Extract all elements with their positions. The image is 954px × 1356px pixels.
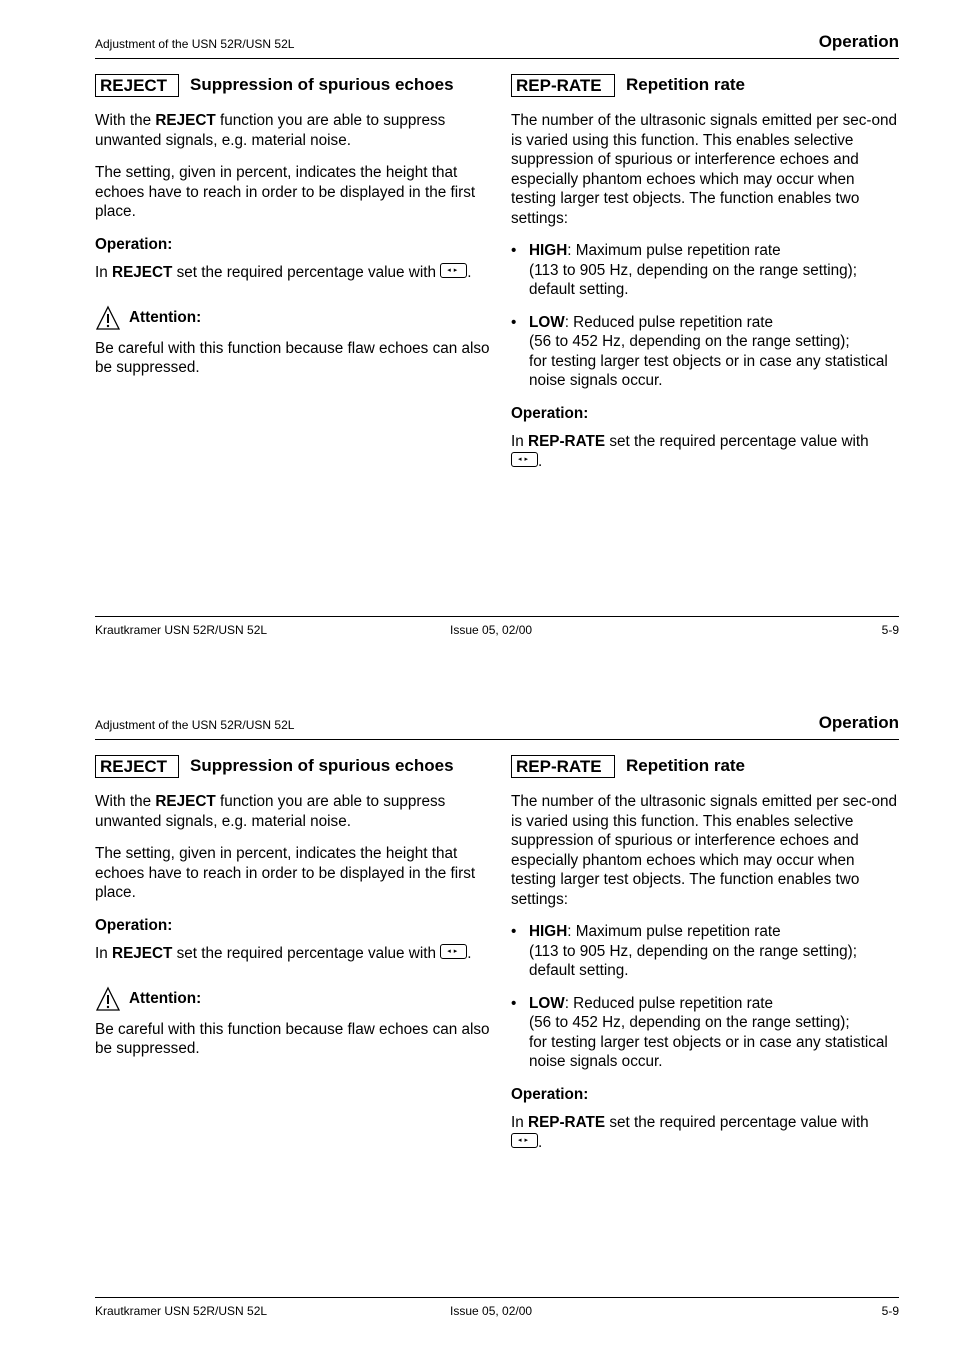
reject-heading: Suppression of spurious echoes	[190, 756, 454, 776]
attention-text: Be careful with this function because flaw echoes can also be suppressed.	[95, 1020, 490, 1057]
footer-page-number: 5-9	[881, 623, 899, 637]
attention-text: Be careful with this function because flaw echoes can also be suppressed.	[95, 339, 490, 376]
attention-row	[95, 986, 490, 1012]
running-header-left: Adjustment of the USN 52R/USN 52L	[95, 718, 295, 732]
left-right-arrow-key-icon: ◂▸	[511, 1133, 538, 1148]
reject-heading: Suppression of spurious echoes	[190, 75, 454, 95]
reject-key-label: REJECT	[95, 755, 179, 778]
reprate-heading: Repetition rate	[626, 75, 746, 95]
list-item-high: • HIGH: Maximum pulse repetition rate (113 to 905 Hz, depending on the range setting); default setting.	[511, 241, 903, 300]
page-2	[0, 681, 954, 1356]
reject-section	[95, 755, 490, 1072]
footer-rule	[95, 616, 899, 617]
warning-triangle-icon	[95, 305, 121, 331]
footer-page-number: 5-9	[881, 1304, 899, 1318]
left-right-arrow-key-icon: ◂▸	[440, 263, 467, 278]
reprate-heading: Repetition rate	[626, 756, 746, 776]
reprate-operation-label: Operation:	[511, 404, 589, 422]
footer-center: Issue 05, 02/00	[450, 623, 533, 637]
left-right-arrow-key-icon: ◂▸	[440, 944, 467, 959]
footer-left: Krautkramer USN 52R/USN 52L	[95, 1304, 268, 1318]
reject-operation-label: Operation:	[95, 916, 173, 934]
reprate-title-row	[511, 755, 903, 777]
reprate-operation-text: In REP-RATE set the required percentage value with ◂▸ .	[511, 433, 869, 470]
reject-operation-text: In REJECT set the required percentage value with ◂▸ .	[95, 264, 472, 281]
reject-title-row	[95, 74, 490, 96]
reprate-intro: The number of the ultrasonic signals emitted per sec-ond is varied using this function. This enables selective suppression of spurious or interference echoes and especially phantom echoes which may occur when testing larger test objects. The function enables two settings:	[511, 112, 898, 227]
reprate-options-list	[511, 922, 903, 1072]
reprate-title-row	[511, 74, 903, 96]
left-right-arrow-key-icon: ◂▸	[511, 452, 538, 467]
footer-left: Krautkramer USN 52R/USN 52L	[95, 623, 268, 637]
reprate-section	[511, 74, 903, 484]
reject-operation-label: Operation:	[95, 235, 173, 253]
header-rule	[95, 739, 899, 740]
reprate-operation-label: Operation:	[511, 1085, 589, 1103]
reject-section	[95, 74, 490, 391]
warning-triangle-icon	[95, 986, 121, 1012]
reject-paragraph-1: With the REJECT function you are able to suppress unwanted signals, e.g. material noise.	[95, 112, 446, 149]
running-header-left: Adjustment of the USN 52R/USN 52L	[95, 37, 295, 51]
reject-paragraph-2: The setting, given in percent, indicates the height that echoes have to reach in order to be displayed in the first place.	[95, 845, 476, 901]
reprate-operation-text: In REP-RATE set the required percentage value with ◂▸ .	[511, 1114, 869, 1151]
reprate-options-list	[511, 241, 903, 391]
footer-rule	[95, 1297, 899, 1298]
page-1	[0, 0, 954, 675]
attention-label: Attention:	[129, 989, 202, 1007]
list-item-high: • HIGH: Maximum pulse repetition rate (113 to 905 Hz, depending on the range setting); default setting.	[511, 922, 903, 981]
reject-key-label: REJECT	[95, 74, 179, 97]
list-item-low: • LOW: Reduced pulse repetition rate (56 to 452 Hz, depending on the range setting); for testing larger test objects or in case any statistical noise signals occur.	[511, 313, 903, 391]
footer-center: Issue 05, 02/00	[450, 1304, 533, 1318]
attention-row	[95, 305, 490, 331]
reject-paragraph-1: With the REJECT function you are able to suppress unwanted signals, e.g. material noise.	[95, 793, 446, 830]
reject-paragraph-2: The setting, given in percent, indicates the height that echoes have to reach in order to be displayed in the first place.	[95, 164, 476, 220]
attention-label: Attention:	[129, 308, 202, 326]
reprate-section	[511, 755, 903, 1165]
reject-title-row	[95, 755, 490, 777]
reprate-key-label: REP-RATE	[511, 755, 615, 778]
reprate-intro: The number of the ultrasonic signals emitted per sec-ond is varied using this function. This enables selective suppression of spurious or interference echoes and especially phantom echoes which may occur when testing larger test objects. The function enables two settings:	[511, 793, 898, 908]
list-item-low: • LOW: Reduced pulse repetition rate (56 to 452 Hz, depending on the range setting); for testing larger test objects or in case any statistical noise signals occur.	[511, 994, 903, 1072]
reject-operation-text: In REJECT set the required percentage value with ◂▸ .	[95, 945, 472, 962]
header-rule	[95, 58, 899, 59]
running-header-right: Operation	[818, 713, 899, 732]
reprate-key-label: REP-RATE	[511, 74, 615, 97]
running-header-right: Operation	[818, 32, 899, 51]
